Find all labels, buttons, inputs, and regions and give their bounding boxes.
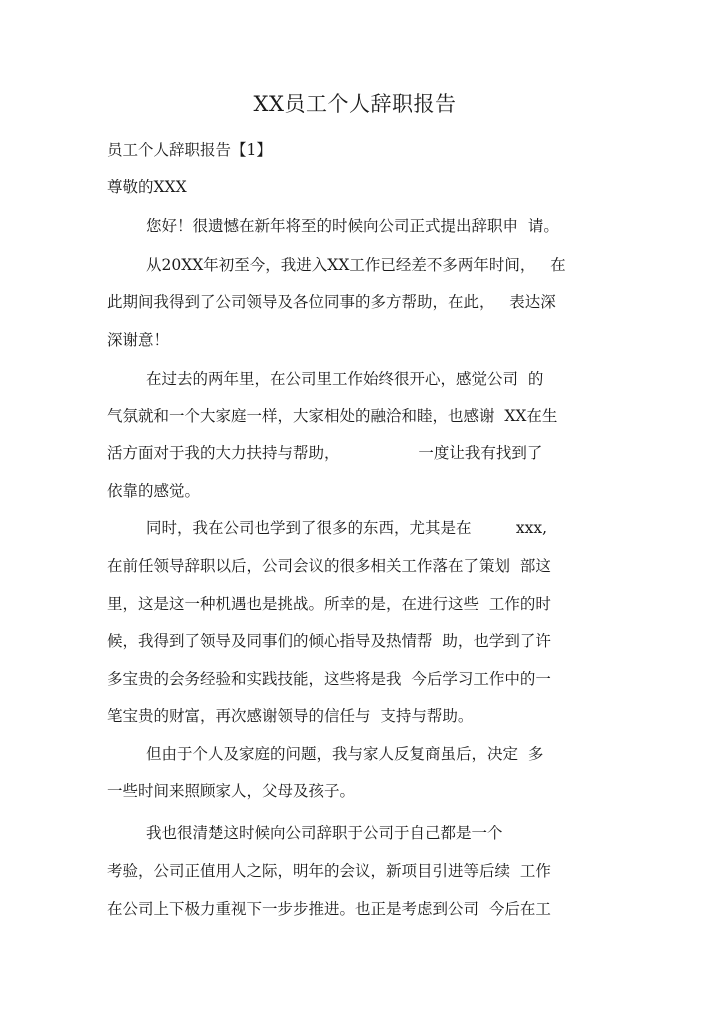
body-line: 我也很清楚这时候向公司辞职于公司于自己都是一个: [146, 824, 503, 842]
section-heading: 员工个人辞职报告【1】: [107, 141, 272, 159]
body-line: 多宝贵的会务经验和实践技能，这些将是我 今后学习工作中的一: [107, 670, 551, 688]
body-line: 活方面对于我的大力扶持与帮助， 一度让我有找到了: [107, 444, 543, 462]
body-line: 但由于个人及家庭的问题，我与家人反复商虽后，决定 多: [146, 745, 544, 763]
body-line: 里，这是这一种机遇也是挑战。所幸的是，在进行这些 工作的时: [107, 595, 551, 613]
body-line: 同时，我在公司也学到了很多的东西，尤其是在 xxx,: [146, 519, 547, 537]
body-line: 一些时间来照顾家人，父母及孩子。: [107, 782, 356, 800]
body-line: 气氛就和一个大家庭一样，大家相处的融洽和睦，也感谢 XX在生: [107, 407, 558, 425]
body-line: 在公司上下极力重视下一步步推进。也正是考虑到公司 今后在工: [107, 900, 551, 918]
body-line: 候，我得到了领导及同事们的倾心指导及热情帮 助，也学到了许: [107, 632, 551, 650]
body-line: 深谢意！: [107, 331, 170, 349]
body-line: 您好！很遗憾在新年将至的时候向公司正式提出辞职申 请。: [146, 217, 559, 235]
body-line: 从20XX年初至今，我进入XX工作已经差不多两年时间， 在: [146, 256, 566, 274]
document-title: XX员工个人辞职报告: [253, 92, 457, 116]
body-line: 在前任领导辞职以后，公司会议的很多相关工作落在了策划 部这: [107, 557, 551, 575]
salutation: 尊敬的XXX: [107, 178, 187, 196]
body-line: 依靠的感觉。: [107, 482, 201, 500]
body-line: 笔宝贵的财富，再次感谢领导的信任与 支持与帮助。: [107, 707, 474, 725]
body-line: 此期间我得到了公司领导及各位同事的多方帮助，在此， 表达深: [107, 293, 556, 311]
body-line: 考验，公司正值用人之际，明年的会议，新项目引进等后续 工作: [107, 862, 551, 880]
body-line: 在过去的两年里，在公司里工作始终很开心，感觉公司 的: [146, 370, 544, 388]
